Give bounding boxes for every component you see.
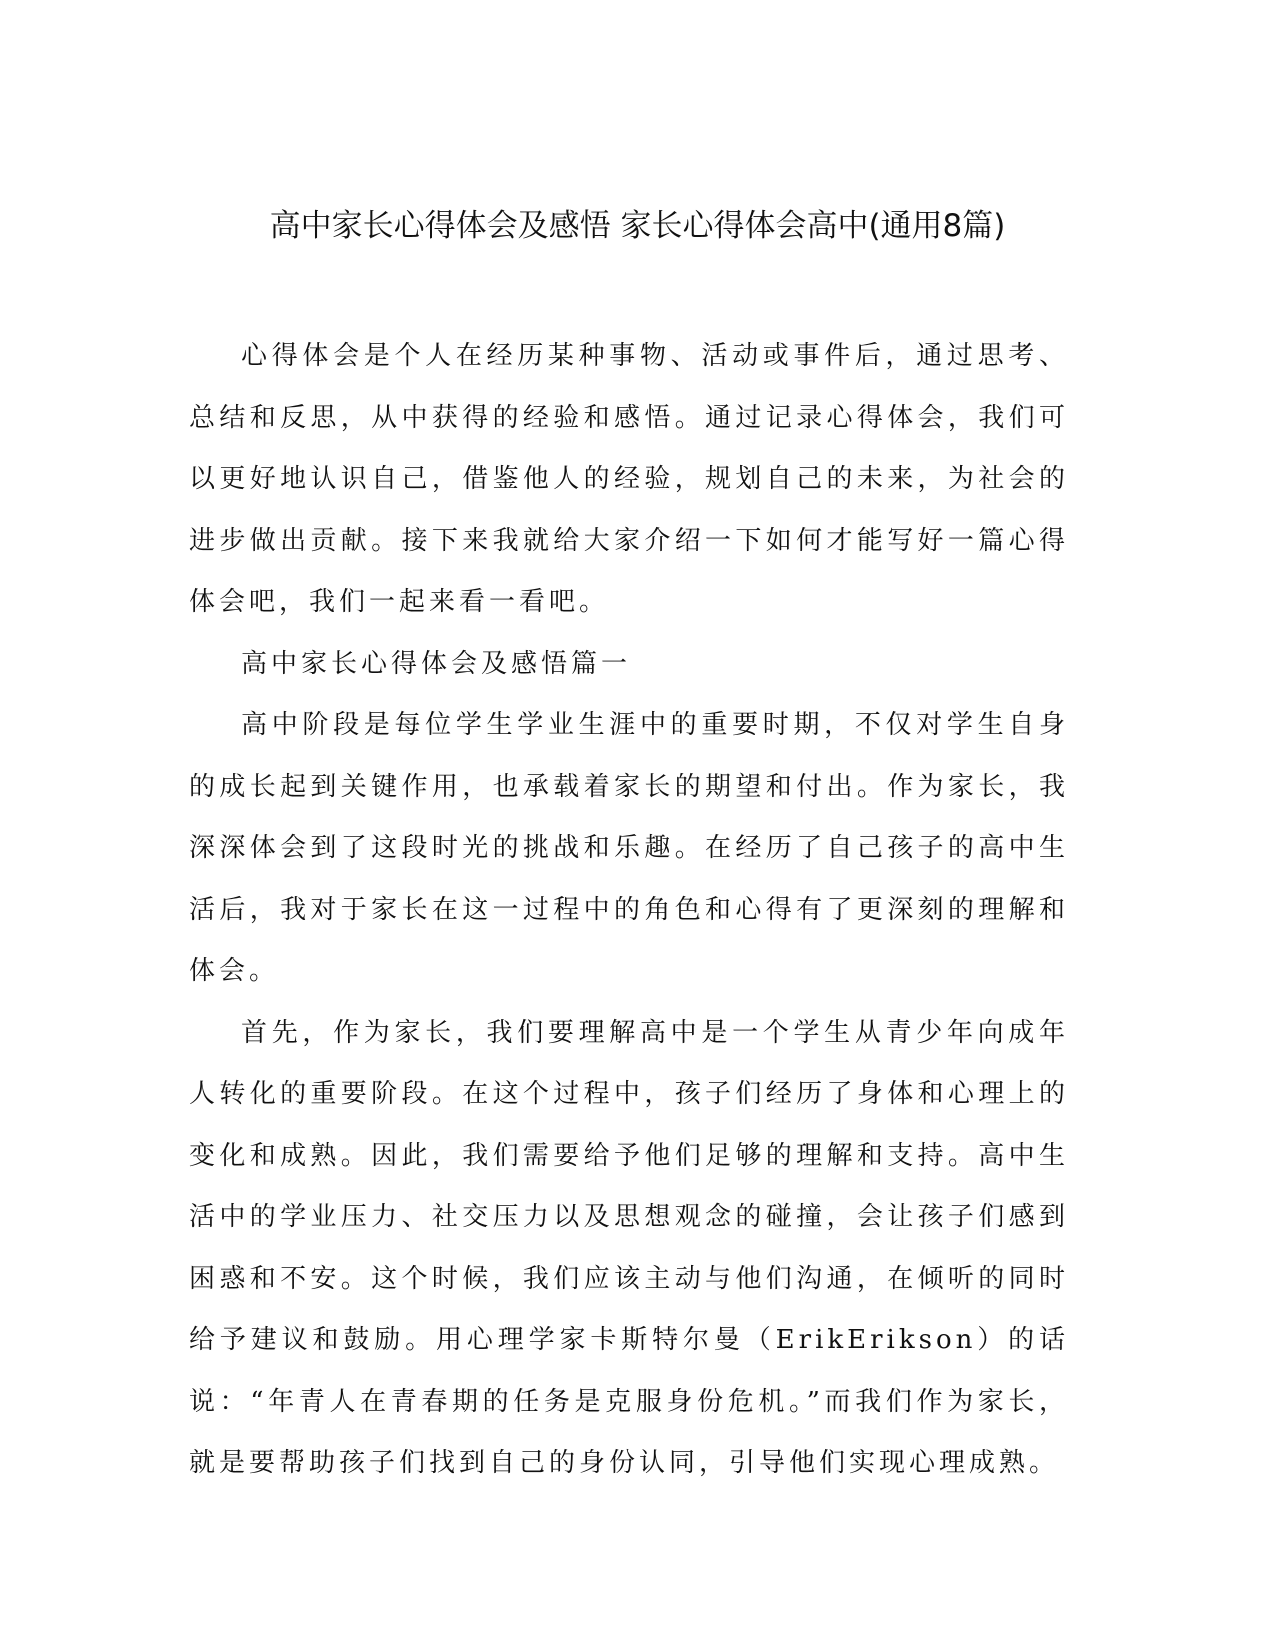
- section-heading: 高中家长心得体会及感悟篇一: [241, 648, 632, 679]
- document-body: [189, 326, 1069, 1495]
- intro-paragraph: 心得体会是个人在经历某种事物、活动或事件后，通过思考、总结和反思，从中获得的经验和感悟。通过记录心得体会，我们可以更好地认识自己，借鉴他人的经验，规划自己的未来，为社会的进步做出贡献。接下来我就给大家介绍一下如何才能写好一篇心得体会吧，我们一起来看一看吧。: [189, 341, 1069, 617]
- body-paragraph: 首先，作为家长，我们要理解高中是一个学生从青少年向成年人转化的重要阶段。在这个过程中，孩子们经历了身体和心理上的变化和成熟。因此，我们需要给予他们足够的理解和支持。高中生活中的学业压力、社交压力以及思想观念的碰撞，会让孩子们感到困惑和不安。这个时候，我们应该主动与他们沟通，在倾听的同时给予建议和鼓励。用心理学家卡斯特尔曼（ErikErikson）的话说：“年青人在青春期的任务是克服身份危机。”而我们作为家长，就是要帮助孩子们找到自己的身份认同，引导他们实现心理成熟。: [189, 1017, 1069, 1478]
- body-paragraph: 高中阶段是每位学生学业生涯中的重要时期，不仅对学生自身的成长起到关键作用，也承载着家长的期望和付出。作为家长，我深深体会到了这段时光的挑战和乐趣。在经历了自己孩子的高中生活后，我对于家长在这一过程中的角色和心得有了更深刻的理解和体会。: [189, 710, 1069, 986]
- document-title: 高中家长心得体会及感悟 家长心得体会高中(通用8篇): [269, 208, 1006, 244]
